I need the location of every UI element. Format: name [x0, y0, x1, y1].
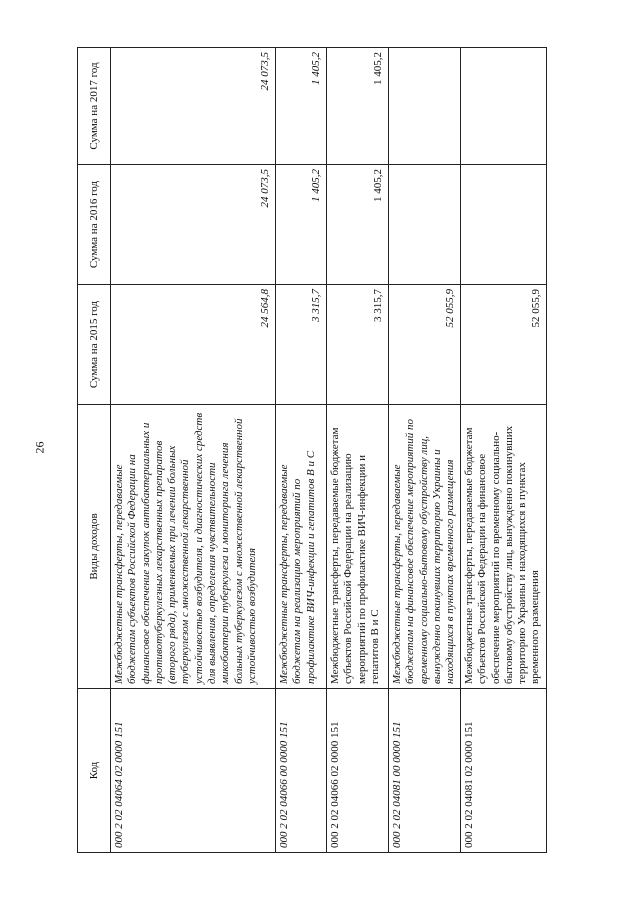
- page-number: 26: [32, 441, 47, 454]
- header-sum-2016: Сумма на 2016 год: [78, 165, 111, 285]
- row-name: Межбюджетные трансферты, передаваемые бюджетам на финансовое обеспечение мероприятий по временному социально-бытовому обустройству лиц, вынужденно покинувших территорию Украины и находящихся в пунктах временного размещения: [389, 405, 461, 689]
- row-sum-2016: 1 405,2: [276, 165, 327, 285]
- row-sum-2015: 52 055,9: [389, 285, 461, 405]
- row-sum-2017: [389, 48, 461, 165]
- header-code: Код: [78, 689, 111, 853]
- table-header-row: [78, 48, 111, 853]
- revenue-table: [77, 47, 547, 853]
- row-sum-2016: [389, 165, 461, 285]
- row-sum-2016: 24 073,5: [111, 165, 276, 285]
- row-name: Межбюджетные трансферты, передаваемые бюджетам субъектов Российской Федерации на финансовое обеспечение мероприятий по временному социально-бытовому обустройству лиц, вынужденно покинувших территорию Украины и находящихся в пунктах временного размещения: [461, 405, 547, 689]
- row-sum-2015: 3 315,7: [327, 285, 389, 405]
- row-name: Межбюджетные трансферты, передаваемые бюджетам на реализацию мероприятий по профилактике ВИЧ-инфекции и гепатитов B и C: [276, 405, 327, 689]
- row-sum-2015: 52 055,9: [461, 285, 547, 405]
- table-row: [389, 48, 461, 853]
- row-code: 000 2 02 04081 00 0000 151: [389, 689, 461, 853]
- row-sum-2017: [461, 48, 547, 165]
- table-row: [327, 48, 389, 853]
- row-code: 000 2 02 04064 02 0000 151: [111, 689, 276, 853]
- row-sum-2017: 1 405,2: [276, 48, 327, 165]
- header-sum-2017: Сумма на 2017 год: [78, 48, 111, 165]
- row-code: 000 2 02 04066 02 0000 151: [327, 689, 389, 853]
- row-sum-2016: 1 405,2: [327, 165, 389, 285]
- header-name: Виды доходов: [78, 405, 111, 689]
- header-sum-2015: Сумма на 2015 год: [78, 285, 111, 405]
- row-code: 000 2 02 04066 00 0000 151: [276, 689, 327, 853]
- table-row: [111, 48, 276, 853]
- row-code: 000 2 02 04081 02 0000 151: [461, 689, 547, 853]
- row-name: Межбюджетные трансферты, передаваемые бюджетам субъектов Российской Федерации на реализацию мероприятий по профилактике ВИЧ-инфекции и гепатитов B и C: [327, 405, 389, 689]
- table-row: [276, 48, 327, 853]
- row-sum-2015: 3 315,7: [276, 285, 327, 405]
- row-name: Межбюджетные трансферты, передаваемые бюджетам субъектов Российской Федерации на финансовое обеспечение закупок антибактериальных и противотуберкулезных лекарственных препаратов (второго ряда), применяемых при лечении больных туберкулезом с множественной лекарственной устойчивостью возбудителя, и диагностических средств для выявления, определения чувствительности микобактерии туберкулеза и мониторинга лечения больных туберкулезом с множественной лекарственной устойчивостью возбудителя: [111, 405, 276, 689]
- row-sum-2017: 1 405,2: [327, 48, 389, 165]
- row-sum-2015: 24 564,8: [111, 285, 276, 405]
- revenue-table-rotated: [77, 48, 542, 853]
- row-sum-2016: [461, 165, 547, 285]
- row-sum-2017: 24 073,5: [111, 48, 276, 165]
- table-row: [461, 48, 547, 853]
